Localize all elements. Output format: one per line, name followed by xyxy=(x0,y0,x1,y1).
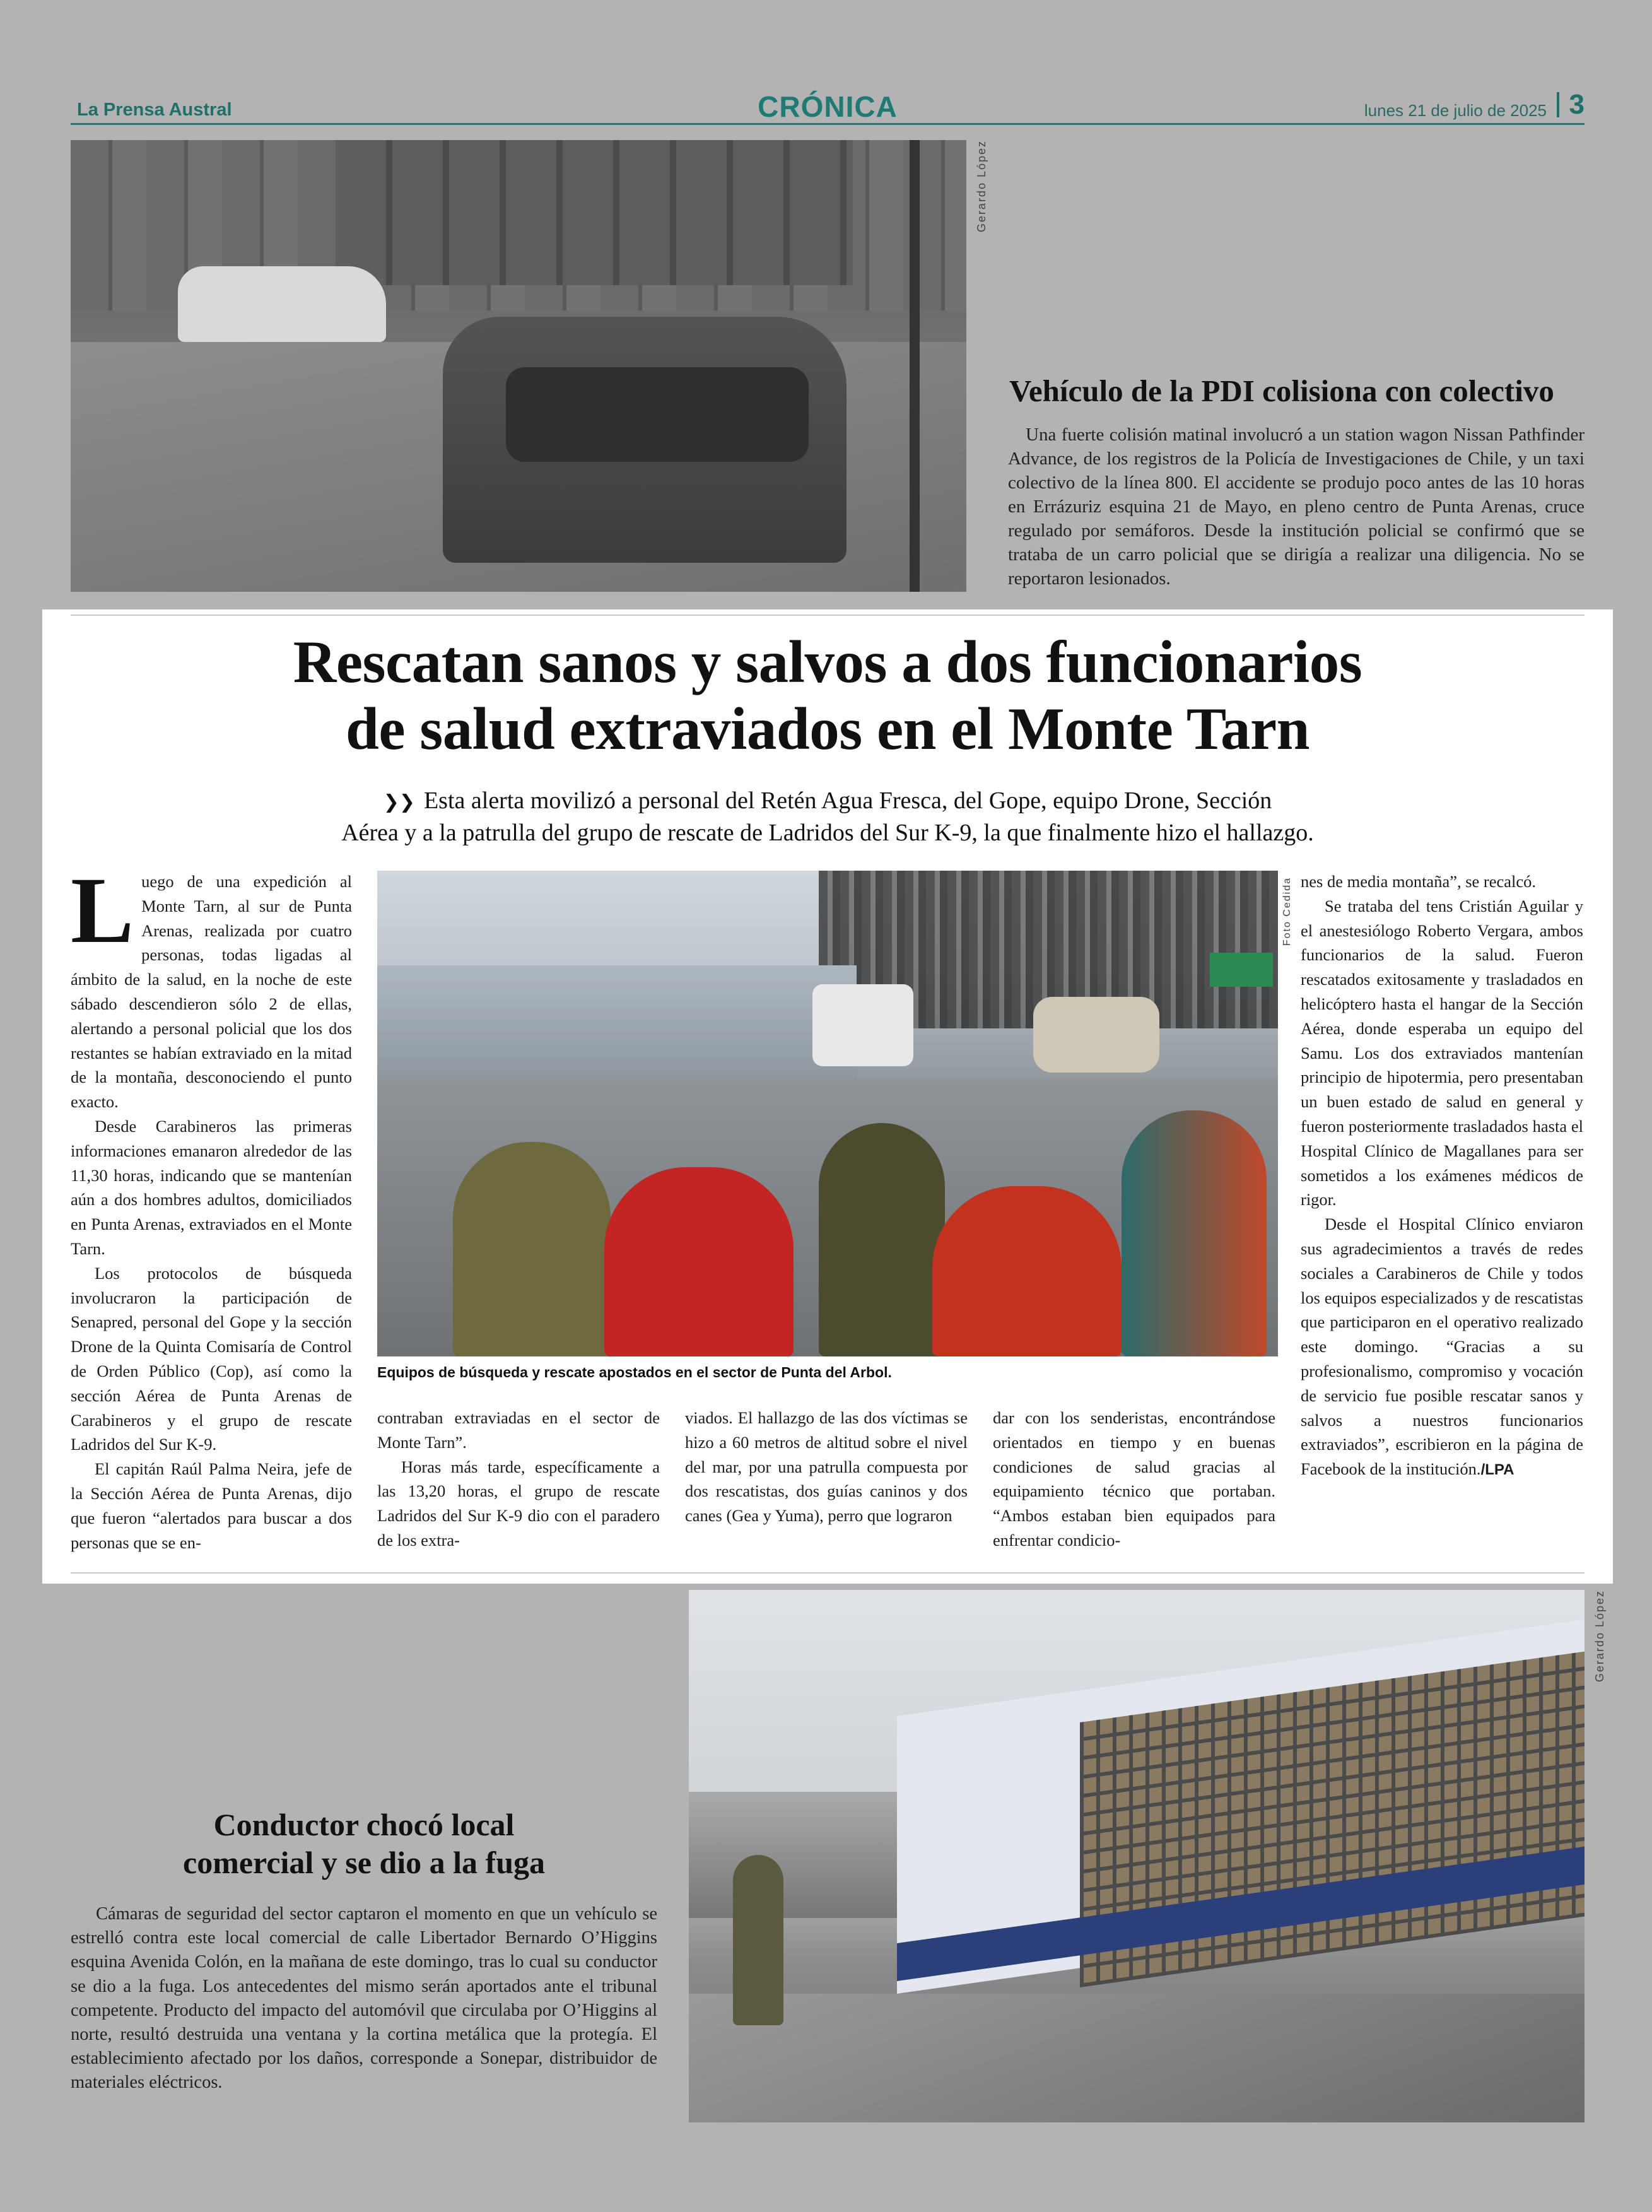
header-divider xyxy=(71,123,1585,125)
shop-title-line-2: comercial y se dio a la fuga xyxy=(183,1845,545,1880)
main-story-headline xyxy=(71,628,1585,762)
rescue-photo-caption: Equipos de búsqueda y rescate apostados en el sector de Punta del Arbol. xyxy=(377,1364,892,1380)
drop-cap: L xyxy=(71,858,134,963)
shop-photo-credit: Gerardo López xyxy=(1593,1590,1606,1683)
paragraph: El capitán Raúl Palma Neira, jefe de la Sección Aérea de Punta Arenas, dijo que fueron “alertados para buscar a dos personas que se en- xyxy=(71,1459,352,1552)
shop-title-line-1: Conductor chocó local xyxy=(213,1807,515,1842)
author-signature: /LPA xyxy=(1480,1461,1514,1479)
subtitle-line-2: Aérea y a la patrulla del grupo de rescate de Ladridos del Sur K-9, la que finalmente hizo el hallazgo. xyxy=(341,820,1314,846)
shop-story-body: Cámaras de seguridad del sector captaron el momento en que un vehículo se estrelló contra este local comercial de calle Libertador Bernardo O’Higgins esquina Avenida Colón, en la mañana de este domingo, tras lo cual su conductor se dio a la fuga. Los antecedentes del mismo serán aportados ante el tribunal competente. Producto del impacto del automóvil que circulaba por O’Higgins al norte, resultó destruida una ventana y la cortina metálica que la protegía. El establecimiento afectado por los daños, corresponde a Sonepar, distribuidor de materiales eléctricos. xyxy=(71,1904,657,2093)
pdi-story-body: Una fuerte colisión matinal involucró a un station wagon Nissan Pathfinder Advance, de los registros de la Policía de Investigaciones de Chile, y un taxi colectivo de la línea 800. El accidente se produjo poco antes de las 10 horas en Errázuriz esquina 21 de Mayo, en pleno centro de Punta Arenas, cruce regulado por semáforos. Desde la institución policial se confirmó que se trataba de un carro policial que se dirigía a realizar una diligencia. No se reportaron lesionados. xyxy=(1008,425,1585,589)
crash-photo-credit: Gerardo López xyxy=(975,140,988,233)
paragraph: Desde el Hospital Clínico enviaron sus agradecimientos a través de redes sociales a Carabineros de Chile y todos los equipos especializados y de rescatistas que participaron en el operativo realizado este domingo. “Gracias a su profesionalismo, compromiso y vocación de servicio fue posible rescatar sanos y salvos a nuestros funcionarios extraviados”, escribieron en la página de Facebook de la institución. xyxy=(1301,1215,1583,1479)
shop-story-title xyxy=(71,1806,657,1881)
article-column-4 xyxy=(993,1406,1275,1553)
article-column-5 xyxy=(1301,869,1583,1483)
main-story-top-rule xyxy=(71,615,1585,616)
paragraph: Los protocolos de búsqueda involucraron la participación de Senapred, personal del Gope y la sección Drone de la Quinta Comisaría de Control de Orden Público (Cop), así como la sección Aérea de Punta Arenas de Carabineros y el grupo de rescate Ladridos del Sur K-9. xyxy=(71,1263,352,1454)
paragraph: dar con los senderistas, encontrándose orientados en tiempo y en buenas condiciones de salud gracias al equipamiento técnico que portaban. “Ambos estaban bien equipados para enfrentar condicio- xyxy=(993,1408,1275,1550)
paragraph: contraban extraviadas en el sector de Monte Tarn”. xyxy=(377,1408,660,1452)
paragraph: Horas más tarde, específicamente a las 13,20 horas, el grupo de rescate Ladridos del Sur K-9 dio con el paradero de los extra- xyxy=(377,1457,660,1550)
issue-date: lunes 21 de julio de 2025 xyxy=(1364,101,1547,120)
paper-name: La Prensa Austral xyxy=(77,100,232,120)
main-story-bottom-rule xyxy=(71,1572,1585,1574)
paragraph: uego de una expedición al Monte Tarn, al sur de Punta Arenas, realizada por cuatro personas, todas ligadas al ámbito de la salud, en la noche de este sábado descendieron sólo 2 de ellas, alertando a personal policial que los dos restantes se habían extraviado en la mitad de la montaña, desconociendo el punto exacto. xyxy=(71,872,352,1112)
crash-photo xyxy=(71,140,966,592)
rescue-photo-credit: Foto Cedida xyxy=(1282,877,1292,946)
paragraph: viados. El hallazgo de las dos víctimas se hizo a 60 metros de altitud sobre el nivel del mar, por una patrulla compuesta por dos rescatistas, dos guías caninos y dos canes (Gea y Yuma), perro que lograron xyxy=(685,1408,968,1526)
paragraph: nes de media montaña”, se recalcó. xyxy=(1301,872,1537,891)
headline-line-1: Rescatan sanos y salvos a dos funcionarios xyxy=(293,628,1362,695)
chevron-right-icon: ❯❯ xyxy=(383,791,415,813)
main-story-subtitle xyxy=(189,785,1466,848)
subtitle-line-1: Esta alerta movilizó a personal del Retén Agua Fresca, del Gope, equipo Drone, Sección xyxy=(423,787,1272,814)
paragraph: Desde Carabineros las primeras informaciones emanaron alrededor de las 11,30 horas, indicando que se mantenían aún a dos hombres adultos, domiciliados en Punta Arenas, extraviados en el Monte Tarn. xyxy=(71,1116,352,1258)
page-number: 3 xyxy=(1557,92,1585,117)
pdi-story-title: Vehículo de la PDI colisiona con colectivo xyxy=(1009,374,1554,408)
article-column-3 xyxy=(685,1406,968,1528)
headline-line-2: de salud extraviados en el Monte Tarn xyxy=(346,695,1309,762)
page-header xyxy=(71,87,1585,125)
section-title: CRÓNICA xyxy=(758,90,898,123)
rescue-photo xyxy=(377,871,1278,1356)
paragraph: Se trataba del tens Cristián Aguilar y el anestesiólogo Roberto Vergara, ambos funcionarios de la salud. Fueron rescatados exitosamente y trasladados en helicóptero hasta el hangar de la Sección Aérea, donde esperaba un equipo del Samu. Los dos extraviados mantenían principio de hipotermia, pero presentaban un buen estado de salud en general y fueron posteriormente trasladados hasta el Hospital Clínico de Magallanes para ser sometidos a los exámenes médicos de rigor. xyxy=(1301,896,1583,1209)
article-column-1 xyxy=(71,858,352,1555)
shop-photo xyxy=(689,1590,1585,2122)
article-column-2 xyxy=(377,1406,660,1553)
